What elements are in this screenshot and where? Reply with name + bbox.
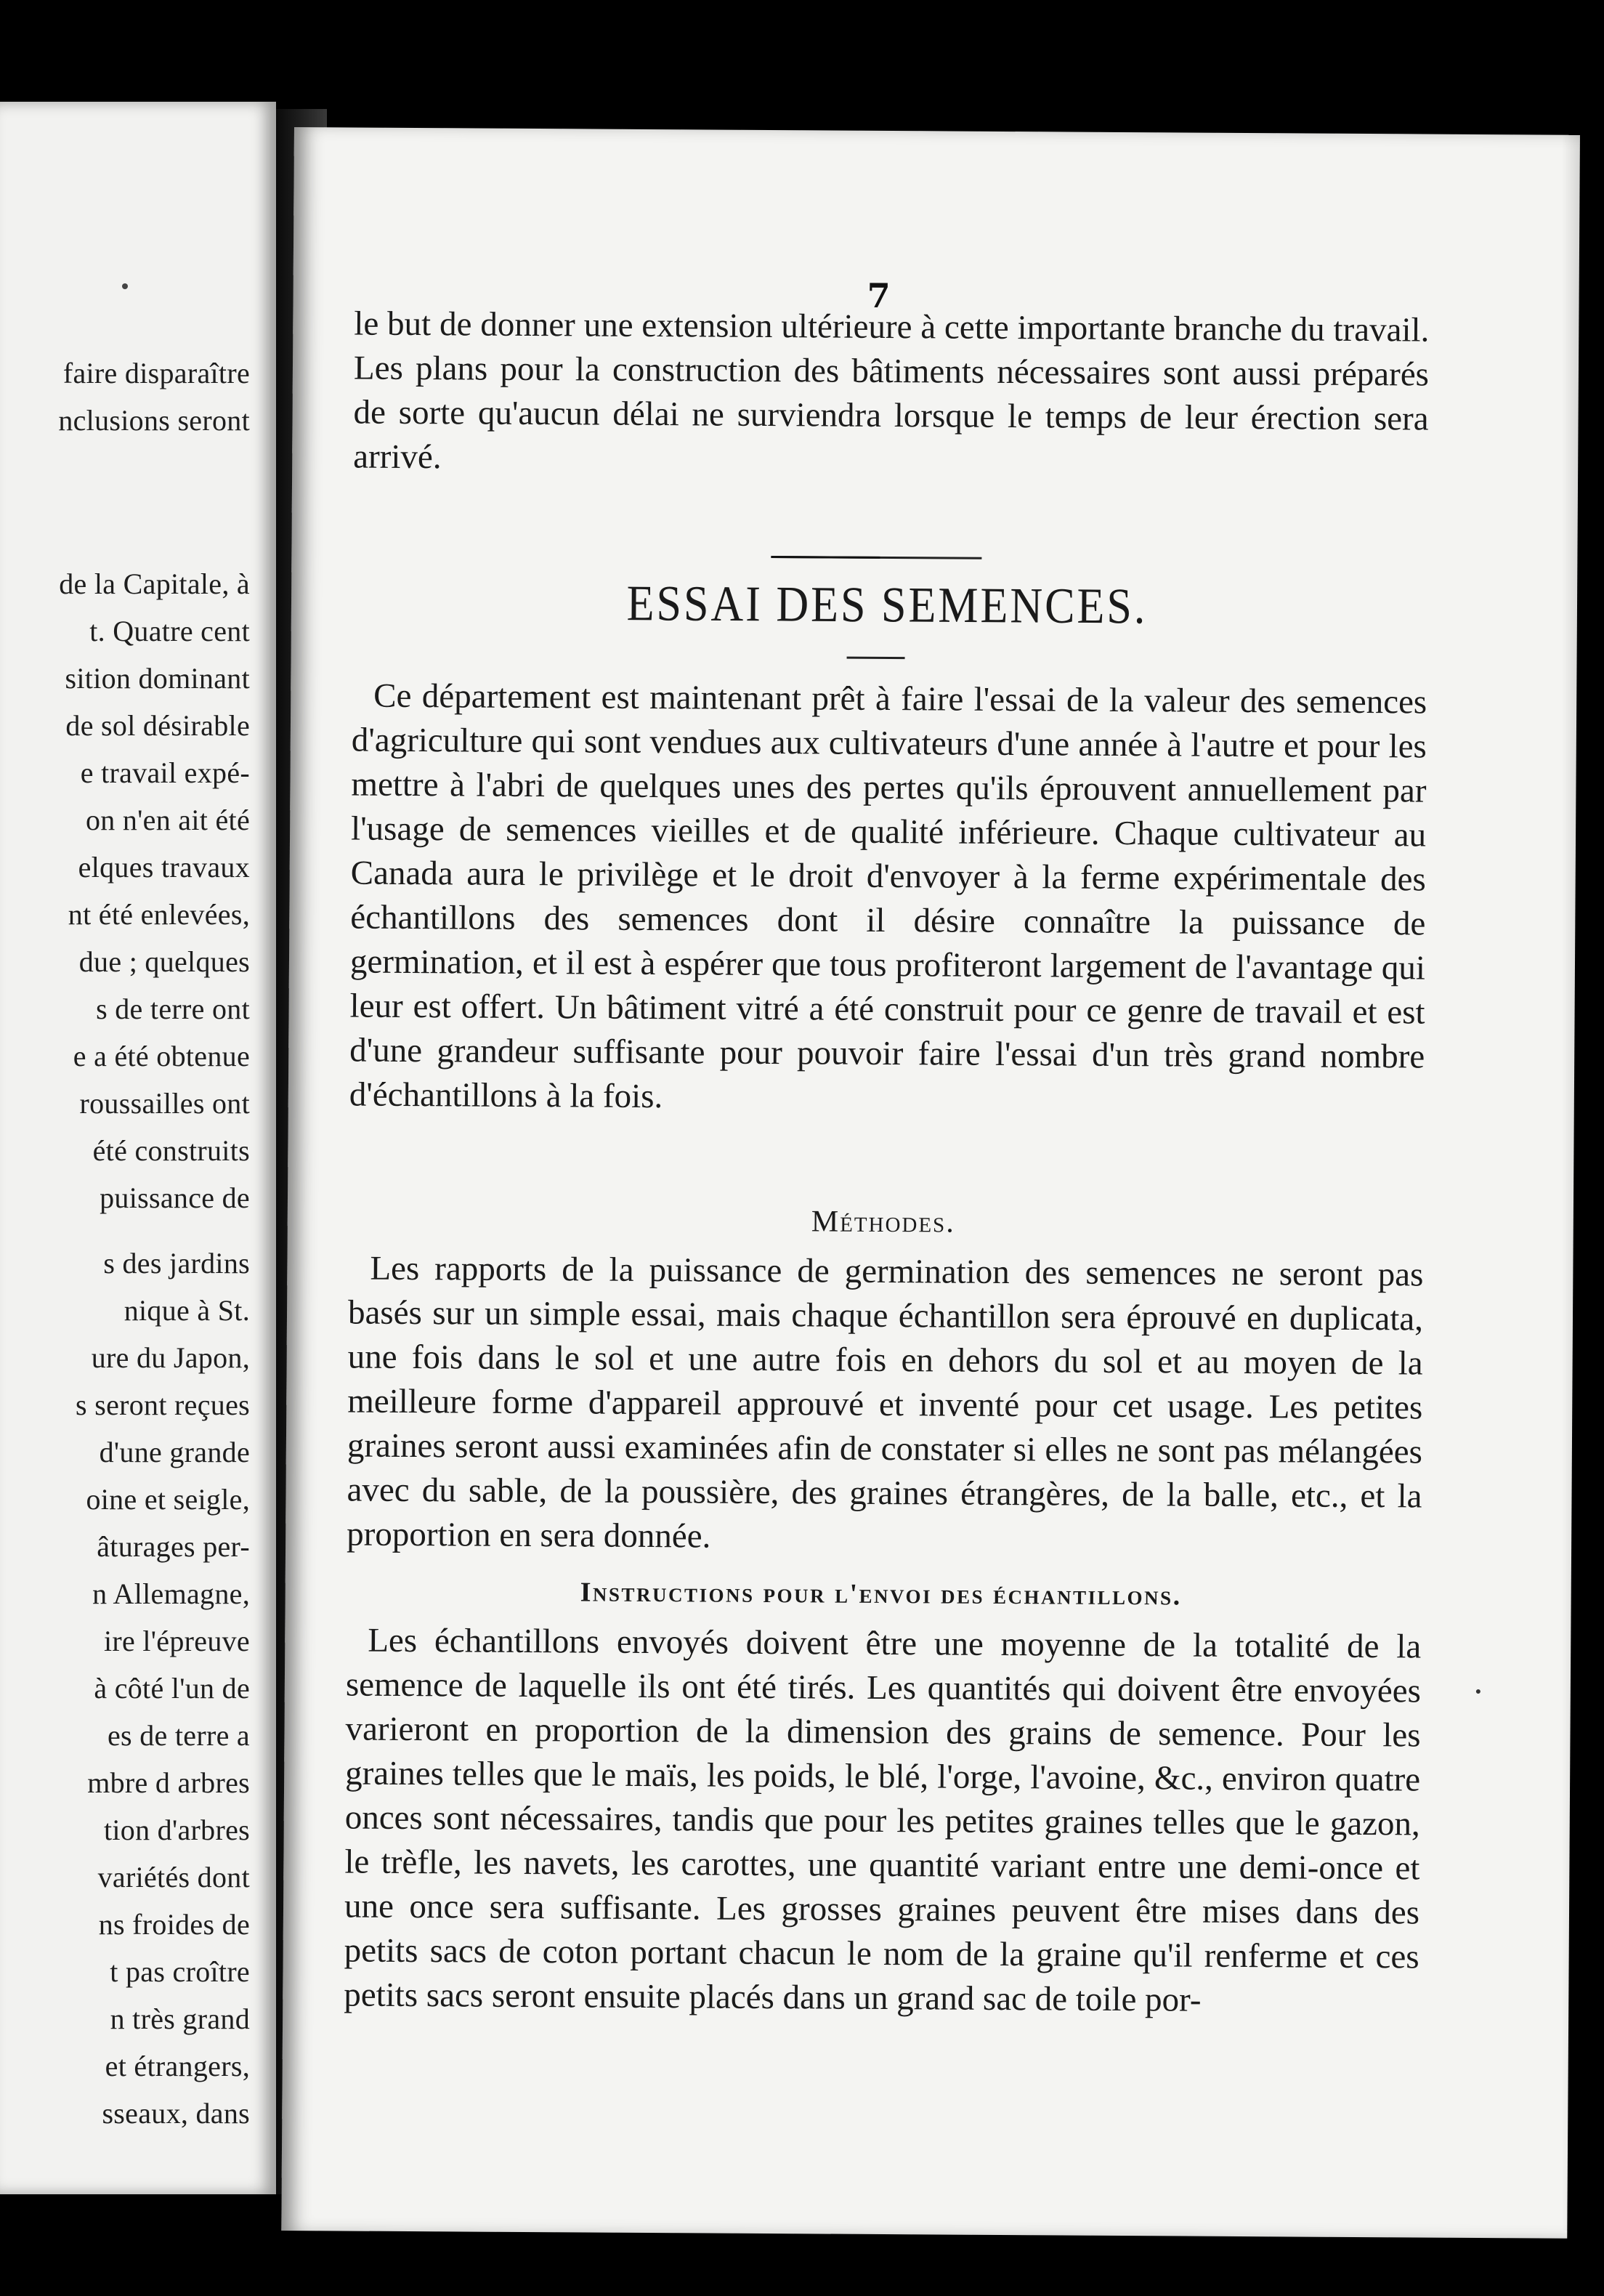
left-page-line: variétés dont — [97, 1861, 250, 1893]
left-page-line: s de terre ont — [96, 993, 250, 1025]
paragraph-methods — [347, 1246, 1424, 1563]
paragraph-instructions — [344, 1618, 1421, 2024]
opening-paragraph — [353, 302, 1429, 486]
left-page-line: n très grand — [110, 2002, 250, 2035]
left-page-line: à côté l'un de — [94, 1672, 250, 1705]
left-page-line: de sol désirable — [65, 709, 250, 742]
left-page-line: t. Quatre cent — [89, 615, 250, 647]
page-edge-shadow — [1562, 127, 1584, 2231]
left-page-line: puissance de — [100, 1181, 250, 1214]
left-page-line: roussailles ont — [79, 1087, 250, 1120]
left-page-line: s des jardins — [103, 1247, 250, 1280]
subheading-instructions: Instructions pour l'envoi des échantillons. — [580, 1577, 1182, 1612]
section-divider — [771, 556, 981, 559]
left-page-line: t pas croître — [110, 1955, 250, 1988]
left-page-mark — [122, 283, 128, 289]
left-page-line: oine et seigle, — [86, 1483, 250, 1516]
left-page-line: de la Capitale, à — [59, 567, 250, 600]
left-page-line: nique à St. — [123, 1294, 250, 1327]
left-page — [0, 102, 276, 2194]
paragraph-intro-text: Ce département est maintenant prêt à faire l'essai de la valeur des semences d'agriculture qui sont vendues aux cultivateurs d'une année à l'autre et pour les mettre à l'abri de quelques unes des pertes qu'ils éprouvent annuellement par l'usage de semences vieilles et de qualité inférieure. Chaque cultivateur au Canada aura le privilège et le droit d'envoyer à la ferme expérimentale des échantillons des semences dont il désire connaître la puissance de germination, et il est à espérer que tous profiteront largement de l'avantage qui leur est offert. Un bâtiment vitré a été construit pour ce genre de travail et est d'une grandeur suffisante pour pouvoir faire l'essai d'un très grand nombre d'échantillons à la fois. — [349, 676, 1427, 1116]
left-page-line: nt été enlevées, — [68, 898, 250, 931]
left-page-line: âturages per- — [97, 1530, 250, 1563]
left-page-line: elques travaux — [78, 851, 250, 884]
right-page — [281, 127, 1580, 2239]
left-page-line: tion d'arbres — [103, 1814, 250, 1846]
paragraph-instructions-text: Les échantillons envoyés doivent être une moyenne de la totalité de la semence de laquelle ils ont été tirés. Les quantités qui doivent être envoyées varieront en proportion de la dimension des grains de semence. Pour les graines telles que le maïs, les poids, le blé, l'orge, l'avoine, &c., environ quatre onces sont nécessaires, tandis que pour les petites graines telles que le gazon, le trèfle, les navets, les carottes, une quantité variant entre une demi-once et une once sera suffisante. Les grosses graines peuvent être mises dans des petits sacs de coton portant chacun le nom de la graine qu'il renferme et ces petits sacs seront ensuite placés dans un grand sac de toile por- — [344, 1621, 1422, 2019]
left-page-line: d'une grande — [99, 1436, 250, 1468]
title-underline — [847, 657, 905, 659]
left-page-line: es de terre a — [108, 1719, 250, 1752]
paragraph-intro — [349, 674, 1427, 1123]
left-page-line: on n'en ait été — [85, 804, 250, 836]
left-page-line: nclusions seront — [58, 404, 250, 437]
page-speck — [1476, 1689, 1481, 1694]
left-page-line: due ; quelques — [78, 945, 250, 978]
left-page-line: faire disparaître — [62, 357, 250, 389]
left-page-line: e a été obtenue — [73, 1040, 250, 1072]
left-page-line: ns froides de — [98, 1908, 250, 1941]
left-page-line: ire l'épreuve — [104, 1625, 250, 1657]
section-title: ESSAI DES SEMENCES. — [626, 575, 1148, 635]
left-page-line: ure du Japon, — [91, 1341, 250, 1374]
opening-text: le but de donner une extension ultérieure à cette importante branche du travail. Les plans pour la construction des bâtiments nécessaires sont aussi préparés de sorte qu'aucun délai ne surviendra lorsque le temps de leur érection sera arrivé. — [353, 304, 1430, 477]
subheading-methodes: Méthodes. — [811, 1205, 955, 1240]
left-page-line: mbre d arbres — [87, 1766, 250, 1799]
left-page-line: sition dominant — [65, 662, 250, 695]
left-page-line: sseaux, dans — [102, 2097, 250, 2130]
left-page-line: été construits — [92, 1134, 250, 1167]
left-page-line: s seront reçues — [76, 1388, 250, 1421]
paragraph-methods-text: Les rapports de la puissance de germination des semences ne seront pas basés sur un simple essai, mais chaque échantillon sera éprouvé en duplicata, une fois dans le sol et une autre fois en dehors du sol et au moyen de la meilleure forme d'appareil approuvé et inventé pour cet usage. Les petites graines seront aussi examinées afin de constater si elles ne sont pas mélangées avec du sable, de la poussière, des graines étrangères, de la balle, etc., et la proportion en sera donnée. — [347, 1249, 1424, 1556]
left-page-line: n Allemagne, — [92, 1577, 250, 1610]
page-number: 7 — [867, 275, 891, 316]
left-page-line: et étrangers, — [105, 2050, 250, 2082]
left-page-line: e travail expé- — [80, 756, 250, 789]
